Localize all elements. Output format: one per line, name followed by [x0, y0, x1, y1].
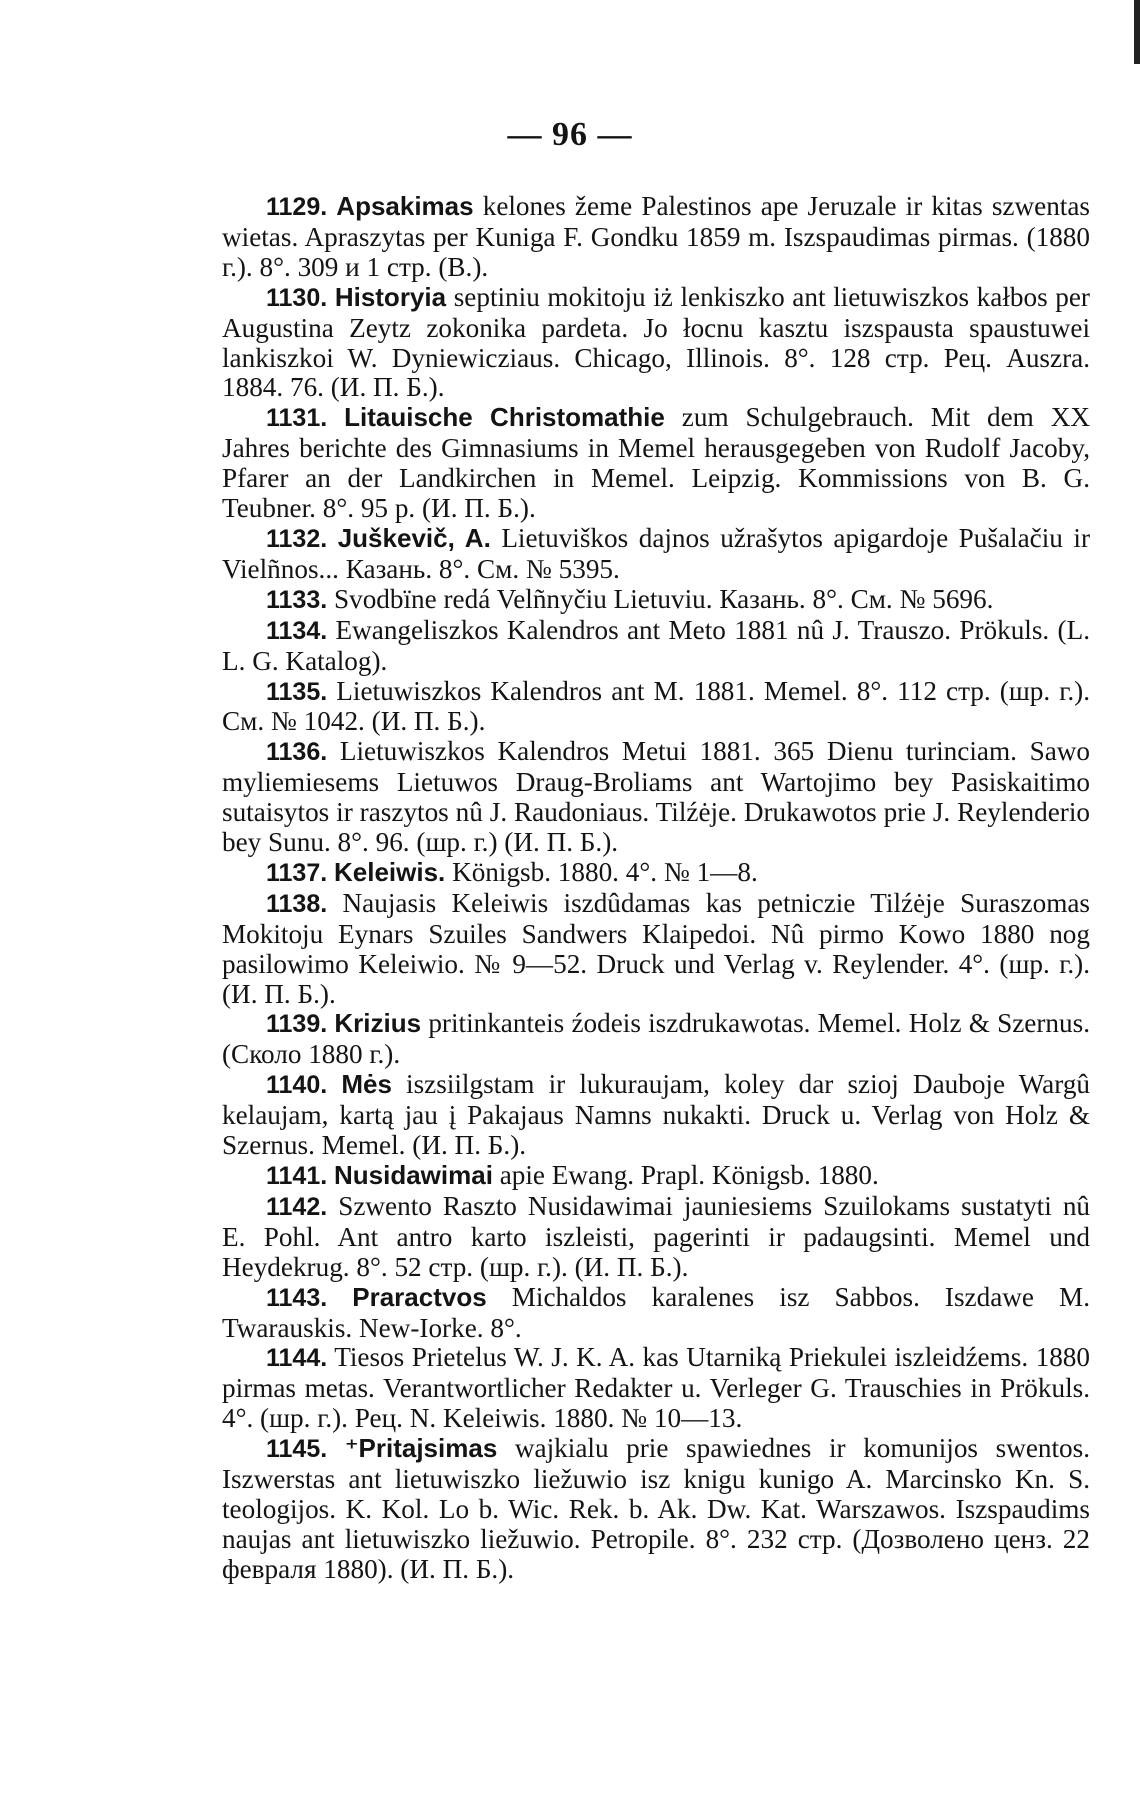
entry-number: 1130. [266, 283, 328, 312]
entry-1133 [222, 585, 1090, 616]
entry-text: Lietuwiszkos Kalendros Metui 1881. 365 Dienu turinciam. Sawo myliemiesems Lietuwos Draug-Broliams ant Wartojimo bey Pasiskaitimo sutaisytos ir raszytos nû J. Raudoniaus. Tilźėje. Drukawotos prie J. Reylenderio bey Sunu. 8°. 96. (шр. г.) (И. П. Б.). [222, 736, 1090, 858]
entry-number: 1139. [266, 1010, 328, 1039]
entry-heading: Nusidawimai [333, 1160, 493, 1190]
entry-number: 1141. [266, 1162, 328, 1190]
entry-heading: Juškevič, A. [337, 522, 491, 553]
entry-heading: Historyia [334, 281, 447, 312]
entry-text: septiniu mokitoju iż lenkiszko ant lietuwiszkos kałbos per Augustina Zeytz zokonika pardeta. Jo łocnu kasztu iszspausta spaustuwei lankiszkoi W. Dyniewicziaus. Chicago, Illinois. 8°. 128 стр. Рец. Auszra. 1884. 76. (И. П. Б.). [222, 281, 1090, 403]
entry-text: pritinkanteis źodeis iszdrukawotas. Memel. Holz & Szernus. (Сколо 1880 г.). [222, 1008, 1090, 1070]
entry-text: Ewangeliszkos Kalendros ant Meto 1881 nû J. Trauszo. Prökuls. (L. L. G. Katalog). [222, 614, 1091, 676]
entry-1137 [222, 858, 1090, 889]
entry-number: 1131. [266, 404, 328, 433]
entry-1143 [222, 1283, 1090, 1344]
entry-text: iszsiilgstam ir lukuraujam, koley dar szioj Dauboje Wargû kelaujam, kartą jau į Pakajaus Namns nukakti. Druck u. Verlag von Holz & Szernus. Memel. (И. П. Б.). [222, 1069, 1091, 1161]
entry-1140 [222, 1070, 1090, 1161]
entry-number: 1140. [266, 1071, 328, 1100]
entry-text: Michaldos karalenes isz Sabbos. Iszdawe M. Twarauskis. New-Iorke. 8°. [222, 1281, 1091, 1343]
entry-1145 [222, 1434, 1090, 1585]
entry-1142 [222, 1192, 1090, 1283]
entry-text: apie Ewang. Prapl. Königsb. 1880. [499, 1160, 879, 1190]
entry-1131 [222, 403, 1090, 524]
entry-1132 [222, 524, 1090, 585]
entry-number: 1142. [266, 1192, 328, 1221]
entry-number: 1144. [266, 1344, 328, 1373]
entry-text: Szwento Raszto Nusidawimai jauniesiems Szuilokams sustatyti nû E. Pohl. Ant antro karto iszleisti, pagerinti ir padaugsinti. Memel und Heydekrug. 8°. 52 стр. (шр. г.). (И. П. Б.). [222, 1190, 1091, 1282]
entry-text: zum Schulgebrauch. Mit dem XX Jahres berichte des Gimnasiums in Memel herausgegeben von Rudolf Jacoby, Pfarer an der Landkirchen in Memel. Leipzig. Kommissions von B. G. Teubner. 8°. 95 p. (И. П. Б.). [222, 402, 1090, 524]
entry-heading: Mės [341, 1069, 392, 1100]
entry-heading: ⁺Pritajsimas [344, 1433, 498, 1464]
entry-text: wajkialu prie spawiednes ir komunijos swentos. Iszwerstas ant lietuwiszko liežuwio isz knigu kunigo A. Marcinsko Kn. S. teologijos. K. Kol. Lo b. Wic. Rek. b. Ak. Dw. Kat. Warszawos. Iszspaudims naujas ant lietuwiszko liežuwio. Petropile. 8°. 232 стр. (Дозволено ценз. 22 февраля 1880). (И. П. Б.). [222, 1433, 1091, 1584]
entry-number: 1133. [266, 585, 328, 614]
scan-edge-mark [1134, 0, 1140, 64]
entry-heading: Apsakimas [336, 191, 474, 221]
entry-1129 [222, 192, 1090, 283]
entry-text: Svodbïne redá Velñnyčiu Lietuviu. Казань. 8°. См. № 5696. [333, 583, 994, 614]
entry-heading: Praractvos [352, 1281, 487, 1312]
entry-number: 1129. [266, 193, 328, 221]
entry-number: 1132. [266, 524, 328, 553]
entry-text: Lietuwiszkos Kalendros ant M. 1881. Memel. 8°. 112 стр. (шр. г.). См. № 1042. (И. П. Б.). [222, 675, 1090, 737]
entry-text: Naujasis Keleiwis iszdûdamas kas petniczie Tilźėje Suraszomas Mokitoju Eynars Szuiles Sandwers Klaipedoi. Nû pirmo Kowo 1880 nog pasilowimo Keleiwio. № 9—52. Druck und Verlag v. Reylender. 4°. (шр. г.). (И. П. Б.). [222, 887, 1091, 1009]
entry-1138 [222, 889, 1090, 1010]
entry-text: Königsb. 1880. 4°. № 1—8. [452, 856, 758, 887]
entry-number: 1136. [266, 738, 328, 767]
entry-heading: Litauische Christomathie [344, 402, 665, 433]
entry-1135 [222, 677, 1090, 738]
entry-1130 [222, 283, 1090, 404]
entry-number: 1143. [266, 1283, 328, 1312]
entry-heading: Krizius [334, 1008, 422, 1039]
entry-number: 1135. [266, 677, 328, 706]
page-number: — 96 — [507, 116, 633, 153]
entry-1144 [222, 1343, 1090, 1434]
entry-1134 [222, 616, 1090, 677]
entry-1139 [222, 1009, 1090, 1070]
entry-text: Tiesos Prietelus W. J. K. A. kas Utarniką Priekulei iszleidźems. 1880 pirmas metas. Verantwortlicher Redakter u. Verleger G. Trauschies in Prökuls. 4°. (шр. г.). Рец. N. Keleiwis. 1880. № 10—13. [222, 1342, 1090, 1434]
entry-number: 1145. [266, 1435, 328, 1464]
entry-number: 1134. [266, 616, 328, 645]
entry-1136 [222, 737, 1090, 858]
entry-number: 1137. [266, 858, 328, 887]
entry-text: Lietuviškos dajnos užrašytos apigardoje Pušalačiu ir Vielñnos... Казань. 8°. См. № 5395. [222, 522, 1091, 584]
bibliography-entries [222, 192, 1090, 1585]
entry-heading: Keleiwis. [333, 856, 446, 887]
entry-1141 [222, 1161, 1090, 1192]
entry-number: 1138. [266, 889, 328, 918]
entry-text: kelones žeme Palestinos ape Jeruzale ir kitas szwentas wietas. Apraszytas per Kuniga F. Gondku 1859 m. Iszspaudimas pirmas. (1880 г.). 8°. 309 и 1 стр. (B.). [222, 191, 1090, 282]
